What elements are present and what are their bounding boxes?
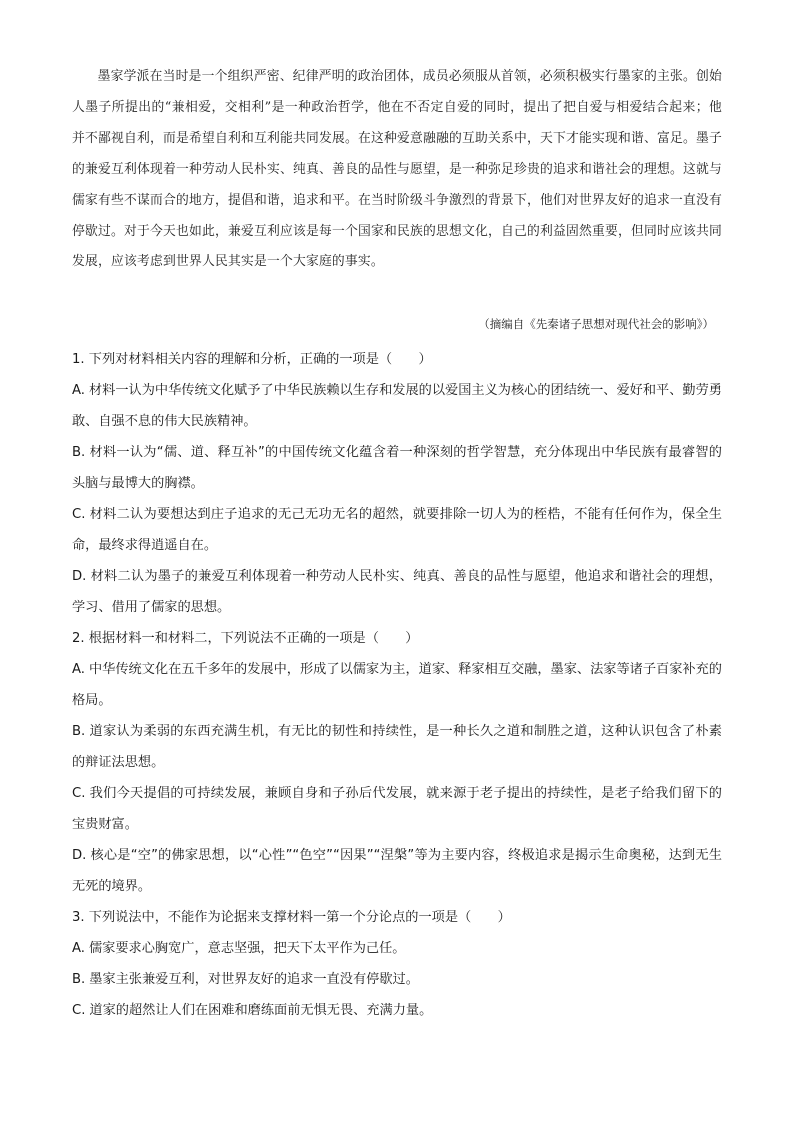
option-text: 核心是“空”的佛家思想，以“心性”“色空”“因果”“涅槃”等为主要内容，终极追求是揭示生命奥秘，达到无生无死的境界。 xyxy=(72,848,722,894)
option-letter: B. xyxy=(72,724,86,739)
option-b[interactable] xyxy=(72,964,722,995)
option-a[interactable] xyxy=(72,654,722,716)
option-text: 材料一认为“儒、道、释互补”的中国传统文化蕴含着一种深刻的哲学智慧，充分体现出中华民族有最睿智的头脑与最博大的胸襟。 xyxy=(72,445,722,491)
option-text: 材料一认为中华传统文化赋予了中华民族赖以生存和发展的以爱国主义为核心的团结统一、爱好和平、勤劳勇敢、自强不息的伟大民族精神。 xyxy=(72,383,722,429)
passage-source: （摘编自《先秦诸子思想对现代社会的影响》） xyxy=(478,317,714,331)
option-text: 儒家要求心胸宽广，意志坚强，把天下太平作为己任。 xyxy=(88,941,406,956)
option-letter: A. xyxy=(72,383,85,398)
option-letter: A. xyxy=(72,662,85,677)
option-text: 材料二认为要想达到庄子追求的无己无功无名的超然，就要排除一切人为的桎梏，不能有任何作为，保全生命，最终求得逍遥自在。 xyxy=(72,507,722,553)
option-a[interactable] xyxy=(72,933,722,964)
option-letter: C. xyxy=(72,1003,86,1018)
option-c[interactable] xyxy=(72,995,722,1026)
option-text: 墨家主张兼爱互利，对世界友好的追求一直没有停歇过。 xyxy=(89,972,419,987)
option-text: 中华传统文化在五千多年的发展中，形成了以儒家为主，道家、释家相互交融，墨家、法家等诸子百家补充的格局。 xyxy=(72,662,722,708)
option-a[interactable] xyxy=(72,375,722,437)
question-2 xyxy=(72,623,722,902)
option-letter: B. xyxy=(72,972,86,987)
option-text: 我们今天提倡的可持续发展，兼顾自身和子孙后代发展，就来源于老子提出的持续性，是老子给我们留下的宝贵财富。 xyxy=(72,786,722,832)
question-stem: 1. 下列对材料相关内容的理解和分析，正确的一项是（ ） xyxy=(72,352,432,367)
option-c[interactable] xyxy=(72,499,722,561)
option-text: 材料二认为墨子的兼爱互利体现着一种劳动人民朴实、纯真、善良的品性与愿望，他追求和谐社会的理想，学习、借用了儒家的思想。 xyxy=(72,569,722,615)
option-d[interactable] xyxy=(72,840,722,902)
passage xyxy=(72,62,722,278)
option-text: 道家的超然让人们在困难和磨练面前无惧无畏、充满力量。 xyxy=(89,1003,433,1018)
option-d[interactable] xyxy=(72,561,722,623)
option-letter: D. xyxy=(72,569,87,584)
option-letter: C. xyxy=(72,786,86,801)
option-c[interactable] xyxy=(72,778,722,840)
question-1 xyxy=(72,344,722,623)
passage-text: 墨家学派在当时是一个组织严密、纪律严明的政治团体，成员必须服从首领，必须积极实行墨家的主张。创始人墨子所提出的“兼相爱，交相利”是一种政治哲学，他在不否定自爱的同时，提出了把自爱与相爱结合起来；他并不鄙视自利，而是希望自利和互利能共同发展。在这种爱意融融的互助关系中，天下才能实现和谐、富足。墨子的兼爱互利体现着一种劳动人民朴实、纯真、善良的品性与愿望，是一种弥足珍贵的追求和谐社会的理想。这就与儒家有些不谋而合的地方，提倡和谐，追求和平。在当时阶级斗争激烈的背景下，他们对世界友好的追求一直没有停歇过。对于今天也如此，兼爱互利应该是每一个国家和民族的思想文化，自己的利益固然重要，但同时应该共同发展，应该考虑到世界人民其实是一个大家庭的事实。 xyxy=(72,69,722,270)
question-3 xyxy=(72,902,722,1026)
option-b[interactable] xyxy=(72,437,722,499)
option-letter: B. xyxy=(72,445,86,460)
question-stem: 3. 下列说法中，不能作为论据来支撑材料一第一个分论点的一项是（ ） xyxy=(72,910,511,925)
option-text: 道家认为柔弱的东西充满生机，有无比的韧性和持续性，是一种长久之道和制胜之道，这种认识包含了朴素的辩证法思想。 xyxy=(72,724,722,770)
option-letter: D. xyxy=(72,848,87,863)
question-stem: 2. 根据材料一和材料二，下列说法不正确的一项是（ ） xyxy=(72,631,419,646)
option-letter: A. xyxy=(72,941,85,956)
option-b[interactable] xyxy=(72,716,722,778)
question-list xyxy=(72,344,722,1026)
option-letter: C. xyxy=(72,507,86,522)
